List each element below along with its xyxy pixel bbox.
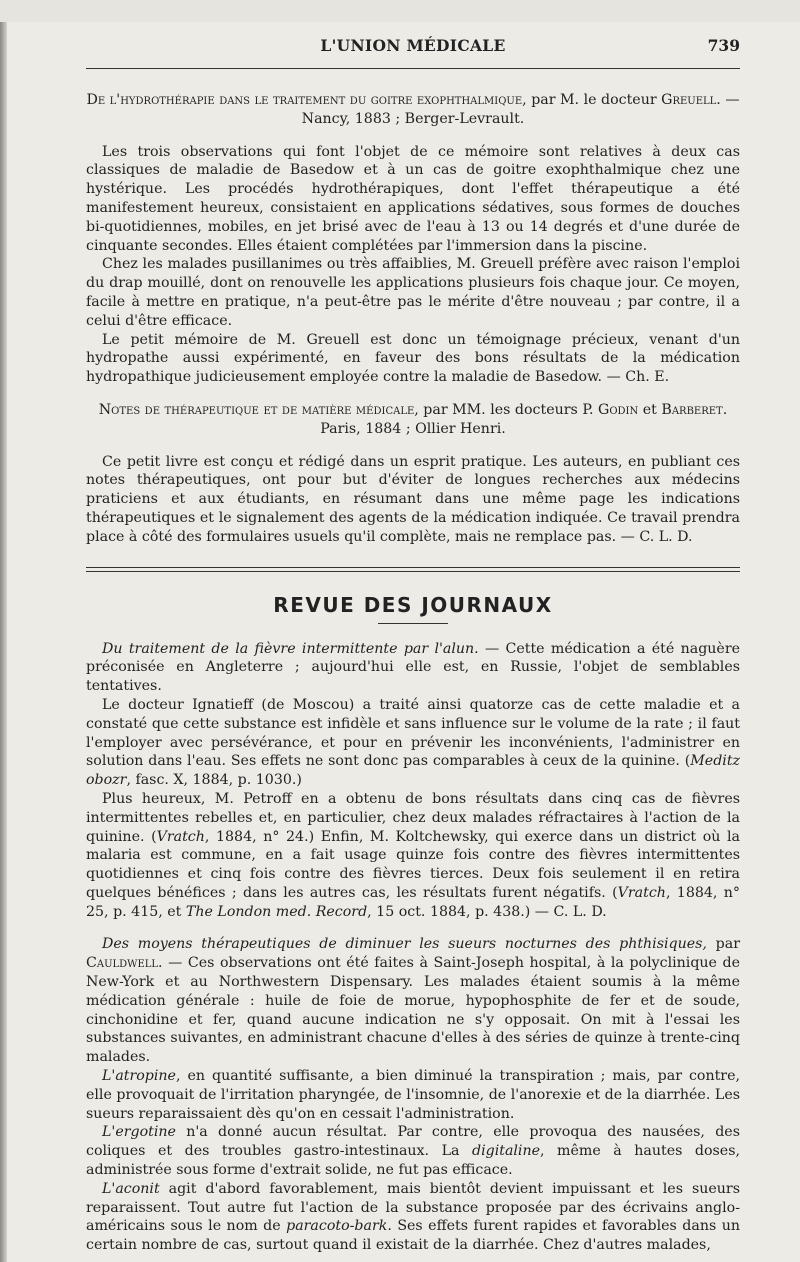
header-rule: [86, 68, 740, 69]
page-binding-edge: [0, 22, 7, 1262]
article1-paragraph: [86, 696, 740, 790]
review-author: P. Godin: [582, 401, 639, 418]
article-text: , 1884, n° 24.) Enfin, M. Koltchewsky, qui exerce dans un district où la malaria est commune, en a fait usage quinze fois contre des fièvres intermittentes quotidiennes et cinq fois contre des fièvres tierces. Deux fois seulement il en retira quelques bénéfices ; dans les autres cas, les résultats furent négatifs. (: [86, 828, 740, 901]
running-title: L'UNION MÉDICALE: [320, 36, 506, 55]
article2-paragraph: [86, 1123, 740, 1179]
substance-name: L'atropine: [102, 1068, 176, 1085]
section-double-rule: [86, 567, 740, 575]
review-heading-hydrotherapie: [86, 91, 740, 129]
article2-paragraph: [86, 935, 740, 1067]
article-text: agit d'abord favorablement, mais bientôt devient impuissant et les sueurs reparaissent. Tout autre fut l'action de la substance proposée par des écrivains anglo-américains sous le nom de: [86, 1180, 740, 1235]
article-text: — Cette médication a été naguère préconisée en Angleterre ; aujourd'hui elle est, en Russie, l'objet de semblables tentatives.: [86, 640, 740, 695]
article-text: Plus heureux, M. Petroff en a obtenu de bons résultats dans cinq cas de fièvres intermittentes rebelles et, en particulier, chez deux malades réfractaires à l'action de la quinine. (: [86, 790, 740, 845]
section-underline: [378, 623, 448, 624]
review-title-de: De: [86, 92, 106, 108]
review-title: l'hydrothérapie dans le traitement du goitre exophthalmique,: [109, 92, 527, 108]
article-text: , 15 oct. 1884, p. 438.) — C. L. D.: [367, 903, 607, 920]
review-and: et: [642, 401, 657, 418]
substance-name: L'ergotine: [102, 1124, 176, 1141]
journal-name: The London med. Record: [185, 903, 368, 920]
review-heading-notes-therapeutique: [86, 401, 740, 439]
review1-paragraph: Le petit mémoire de M. Greuell est donc un témoignage précieux, venant d'un hydropathe aussi expérimenté, en faveur des bons résultats de la médication hydropathique judicieusement employée contre la maladie de Basedow. — Ch. E.: [86, 331, 740, 386]
review-imprint: — Nancy, 1883 ; Berger-Levrault.: [301, 92, 740, 127]
review1-paragraph: Les trois observations qui font l'objet de ce mémoire sont relatives à deux cas classiques de maladie de Basedow et à un cas de goitre exophthalmique chez une hystérique. Les procédés hydrothérapiques, dont l'effet thérapeutique a été manifestement heureux, consistaient en applications sédatives, sous formes de douches bi-quotidiennes, mobiles, en jet brisé avec de l'eau à 13 ou 14 degrés et d'une durée de cinquante secondes. Elles étaient complétées par l'immersion dans la piscine.: [86, 143, 740, 254]
substance-name: L'aconit: [102, 1180, 160, 1197]
article-text: par: [706, 936, 740, 953]
journal-name: Vratch: [617, 884, 666, 901]
review-title-par: par M. le docteur: [531, 92, 657, 108]
article-text: n'a donné aucun résultat. Par contre, elle provoqua des nausées, des coliques et des troubles gastro-intestinaux. La: [86, 1124, 740, 1160]
running-head: [86, 22, 740, 68]
article-title: Des moyens thérapeutiques de diminuer les sueurs nocturnes des phthisiques,: [102, 936, 707, 953]
book-page: [0, 22, 800, 1262]
review1-paragraph: Chez les malades pusillanimes ou très affaiblies, M. Greuell préfère avec raison l'emploi du drap mouillé, dont on renouvelle les applications plusieurs fois chaque jour. Ce moyen, facile à mettre en pratique, n'a peut-être pas le mérite d'être nouveau ; par contre, il a celui d'être efficace.: [86, 256, 740, 329]
article-text: . Ses effets furent rapides et favorables dans un certain nombre de cas, surtout quand il existait de la diarrhée. Chez d'autres malades,: [86, 1218, 740, 1254]
review-imprint: Paris, 1884 ; Ollier Henri.: [320, 420, 506, 437]
substance-name: digitaline: [472, 1143, 541, 1160]
journal-name: Vratch: [156, 828, 205, 845]
review-author: Barberet.: [661, 401, 728, 418]
section-title: REVUE DES JOURNAUX: [273, 592, 553, 617]
article-text: , 1884, n° 25, p. 415, et: [86, 884, 740, 920]
article-text: , même à hautes doses, administrée sous forme d'extrait solide, ne fut pas efficace.: [86, 1143, 740, 1179]
article-author: Cauldwell.: [86, 955, 163, 972]
review2-paragraph: Ce petit livre est conçu et rédigé dans un esprit pratique. Les auteurs, en publiant ces notes thérapeutiques, ont pour but d'éviter de longues recherches aux médecins praticiens et aux étudiants, en résumant dans une même page les indications thérapeutiques et le signalement des agents de la médication indiquée. Ce travail prendra place à côté des formulaires usuels qu'il complète, mais ne remplace pas. — C. L. D.: [86, 453, 740, 545]
article2-paragraph: [86, 1180, 740, 1255]
article-text: , en quantité suffisante, a bien diminué la transpiration ; mais, par contre, elle provoquait de l'irritation pharyngée, de l'insomnie, de l'anorexie et de la diarrhée. Les sueurs reparaissaient dès qu'on en cessait l'administration.: [86, 1068, 740, 1122]
article-text: , fasc. X, 1884, p. 1030.): [126, 772, 302, 789]
article-title: Du traitement de la fièvre intermittente par l'alun.: [102, 640, 479, 657]
article-text: — Ces observations ont été faites à Saint-Joseph hospital, à la polyclinique de New-York et au Northwestern Dispensary. Les malades étaient soumis à la même médication générale : huile de foie de morue, hypophosphite de fer et de soude, cinchonidine et fer, quand aucune indication ne s'y opposait. On mit à l'essai les substances suivantes, en administrant chacune d'elles à des séries de quinze à trente-cinq malades.: [86, 955, 740, 1066]
journal-name: Meditz obozr: [86, 753, 740, 789]
review-title-par: par MM. les docteurs: [423, 401, 578, 418]
review-author: Greuell.: [661, 92, 721, 108]
article-text: Le docteur Ignatieff (de Moscou) a traité ainsi quatorze cas de cette maladie et a constaté que cette substance est infidèle et sans influence sur le volume de la rate ; il faut l'employer avec persévérance, et pour en prévenir les inconvénients, l'administrer en solution dans l'eau. Ses effets ne sont donc pas comparables à ceux de la quinine. (: [86, 696, 740, 770]
page-number: 739: [707, 36, 740, 55]
substance-name: paracoto-bark: [286, 1218, 388, 1235]
review-title: Notes de thérapeutique et de matière médicale,: [98, 401, 419, 418]
article1-paragraph: [86, 640, 740, 696]
article2-paragraph: [86, 1067, 740, 1123]
article1-paragraph: [86, 790, 740, 922]
